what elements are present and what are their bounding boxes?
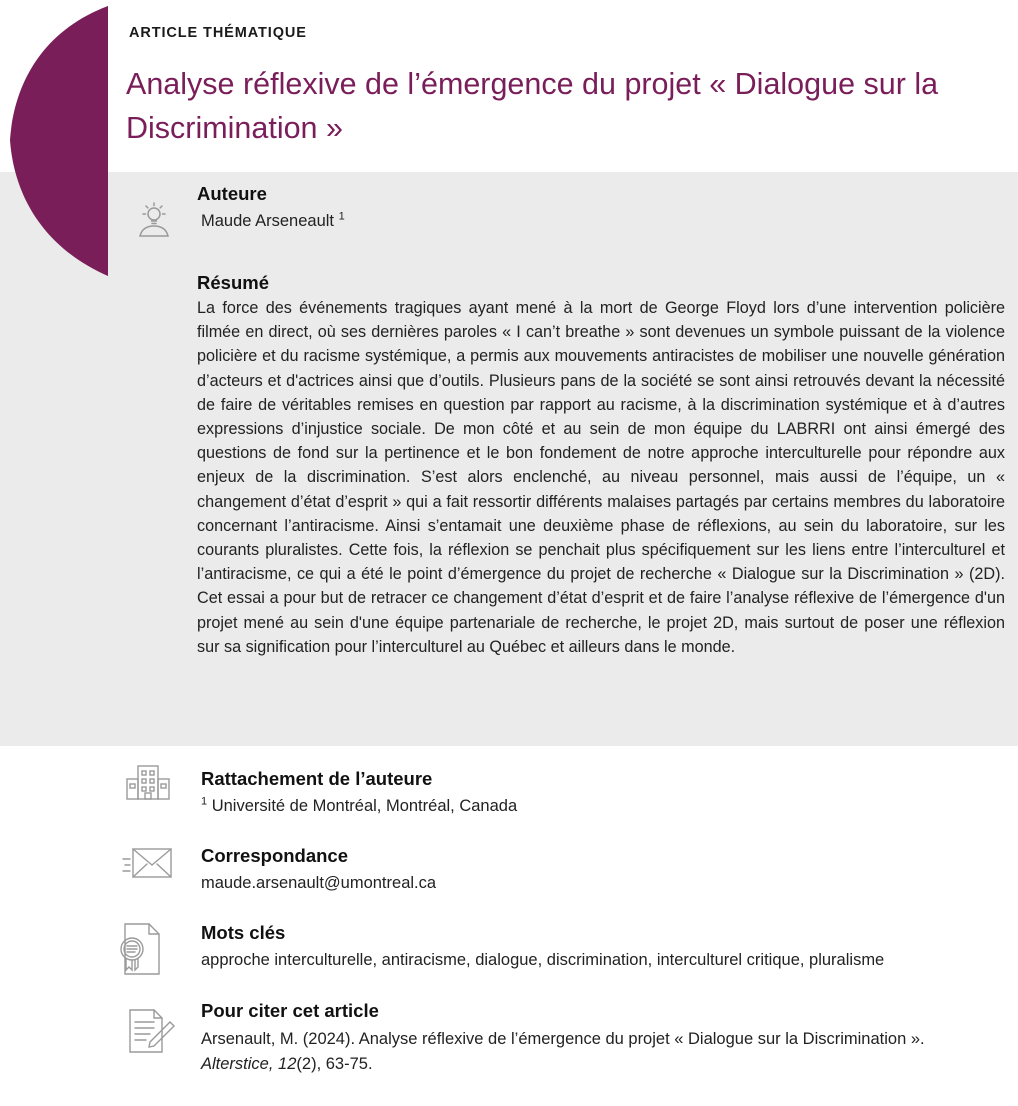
document-pen-icon [124, 1006, 176, 1058]
keywords-label: Mots clés [201, 922, 286, 943]
abstract-text: La force des événements tragiques ayant mené à la mort de George Floyd lors d’une intervention policière filmée en direct, où ses dernières paroles « I can’t breathe » sont devenues un symbole puissant de la violence policière et du racisme systémique, a permis aux mouvements antiracistes de mobiliser une nouvelle génération d’acteurs et d'actrices ainsi que d’outils. Plusieurs pans de la société se sont ainsi retrouvés devant la nécessité de faire de véritables remises en question par rapport au racisme, à la discrimination systémique et à d’autres expressions d’injustice sociale. De mon côté et au sein de mon équipe du LABRRI ont ainsi émergé des questions de fond sur la pertinence et le bon fondement de notre approche interculturelle pour répondre aux enjeux de la discrimination. S’est alors enclenché, au niveau personnel, mais aussi de l’équipe, un « changement d’état d’esprit » qui a fait ressortir différents malaises partagés par certains membres du laboratoire concernant l’antiracisme. Ainsi s’entamait une deuxième phase de réflexions, au sein du laboratoire, sur les courants pluralistes. Cette fois, la réflexion se penchait plus spécifiquement sur les liens entre l’interculturel et l’antiracisme, ce qui a été le point d’émergence du projet de recherche « Dialogue sur la Discrimination » (2D). Cet essai a pour but de retracer ce changement d’état d’esprit et de faire l’analyse réflexive de l’émergence d'un projet mené au sein d'une équipe partenariale de recherche, le projet 2D, mais surtout de poser une réflexion sur sa signification pour l’interculturel au Québec et ailleurs dans le monde. [197, 299, 1005, 656]
citation-line-2 [201, 1055, 373, 1074]
citation-volume: 12 [278, 1055, 297, 1073]
citation-issue: (2), 63-75. [296, 1055, 373, 1073]
affiliation-label: Rattachement de l’auteure [201, 768, 433, 789]
journal-logo-shape [0, 0, 112, 280]
affiliation-mark: 1 [201, 795, 208, 808]
building-icon [124, 763, 172, 801]
citation-label: Pour citer cet article [201, 1000, 379, 1021]
citation-line-1: Arsenault, M. (2024). Analyse réflexive de l’émergence du projet « Dialogue sur la Discrimination ». [201, 1030, 925, 1048]
article-type: ARTICLE THÉMATIQUE [129, 25, 307, 41]
article-title: Analyse réflexive de l’émergence du projet « Dialogue sur la Discrimination » [126, 67, 939, 145]
abstract-label: Résumé [197, 272, 269, 293]
affiliation-text: Université de Montréal, Montréal, Canada [211, 797, 518, 815]
author-name-text: Maude Arseneault [201, 212, 335, 230]
author-label: Auteure [197, 183, 267, 204]
keywords-text: approche interculturelle, antiracisme, dialogue, discrimination, interculturel critique, pluralisme [201, 951, 885, 969]
author-affiliation-mark: 1 [338, 210, 345, 223]
citation-journal: Alterstice [201, 1055, 269, 1073]
author-name [201, 212, 345, 231]
envelope-icon [121, 843, 175, 883]
certificate-icon [115, 921, 165, 977]
lightbulb-person-icon [133, 200, 175, 240]
citation-journal-sep: , [268, 1055, 274, 1073]
correspondence-label: Correspondance [201, 845, 349, 866]
correspondence-email[interactable]: maude.arsenault@umontreal.ca [201, 874, 437, 892]
affiliation-value [201, 797, 517, 816]
